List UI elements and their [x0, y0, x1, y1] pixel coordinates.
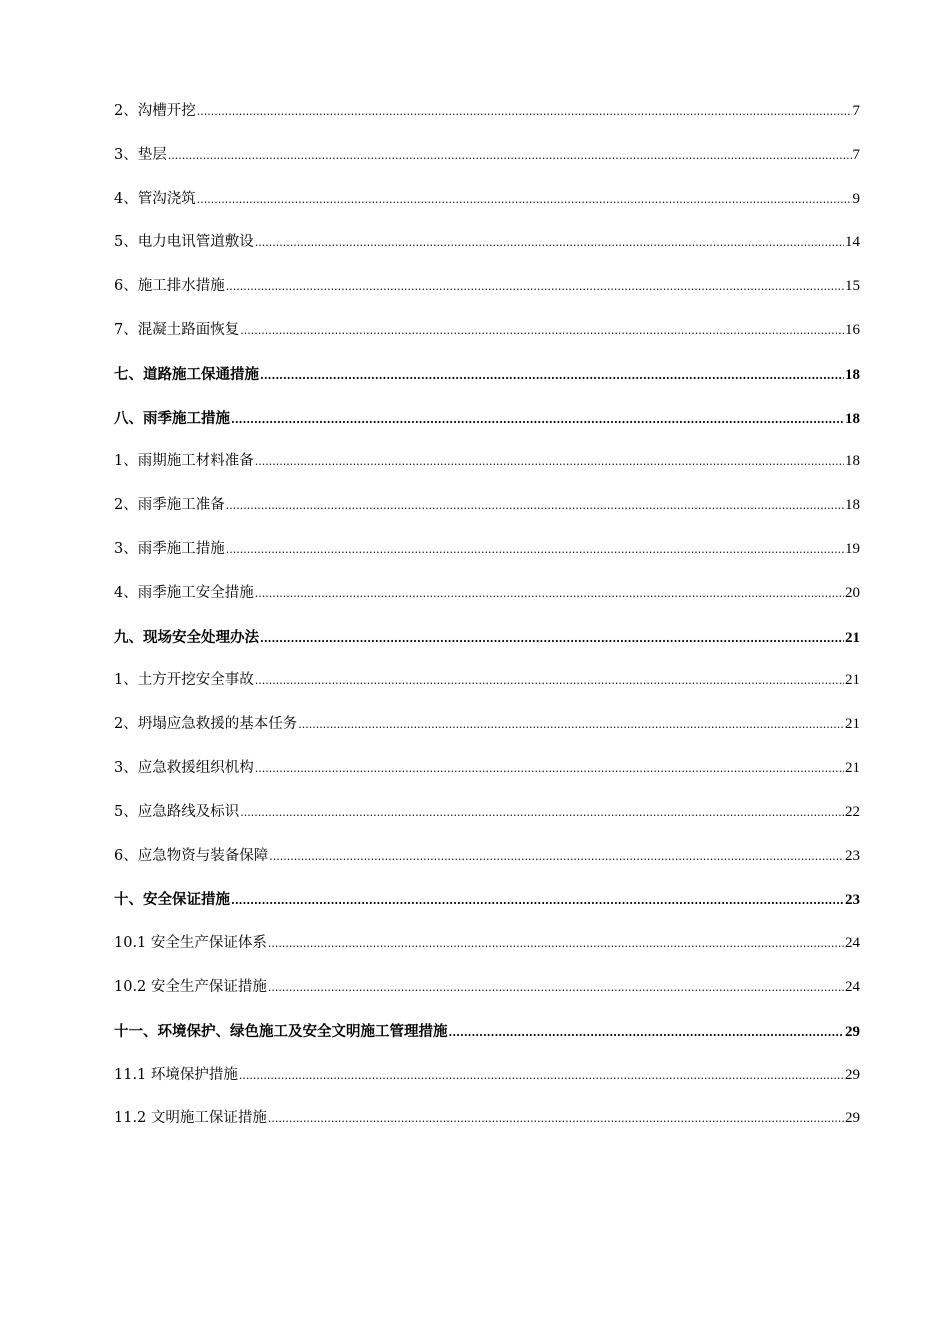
toc-entry-page: 18: [845, 366, 860, 383]
dot-leader: [255, 659, 844, 703]
dot-leader: [168, 134, 852, 178]
toc-entry[interactable]: [114, 747, 860, 791]
toc-section-entry[interactable]: [114, 1010, 860, 1054]
toc-entry-title: 5、电力电讯管道敷设: [114, 234, 254, 251]
toc-entry-title: 1、土方开挖安全事故: [114, 672, 254, 689]
toc-entry-title: 4、管沟浇筑: [114, 190, 196, 207]
toc-entry-page: 14: [845, 234, 860, 251]
toc-entry-page: 21: [845, 759, 860, 776]
toc-entry[interactable]: [114, 134, 860, 178]
toc-entry[interactable]: [114, 922, 860, 966]
toc-entry-title: 10.2 安全生产保证措施: [114, 978, 267, 995]
toc-entry-title: 七、道路施工保通措施: [114, 365, 259, 383]
toc-entry[interactable]: [114, 703, 860, 747]
toc-entry-page: 18: [845, 497, 860, 514]
table-of-contents: [114, 90, 860, 1141]
toc-entry-title: 1、雨期施工材料准备: [114, 453, 254, 470]
dot-leader: [226, 484, 844, 528]
dot-leader: [231, 878, 844, 923]
toc-entry-page: 22: [845, 803, 860, 820]
toc-entry-title: 6、施工排水措施: [114, 278, 225, 295]
toc-entry[interactable]: [114, 309, 860, 353]
dot-leader: [255, 572, 844, 616]
dot-leader: [231, 397, 844, 442]
toc-entry[interactable]: [114, 90, 860, 134]
dot-leader: [269, 835, 844, 879]
toc-entry[interactable]: [114, 484, 860, 528]
toc-entry-page: 16: [845, 321, 860, 338]
toc-entry-page: 29: [845, 1110, 860, 1127]
toc-entry-page: 7: [852, 146, 860, 163]
dot-leader: [255, 747, 844, 791]
toc-entry-page: 9: [852, 190, 860, 207]
dot-leader: [197, 90, 852, 134]
toc-entry-title: 3、垫层: [114, 146, 167, 163]
toc-entry-page: 18: [845, 453, 860, 470]
dot-leader: [197, 178, 852, 222]
toc-entry-title: 九、现场安全处理办法: [114, 628, 259, 646]
toc-entry[interactable]: [114, 659, 860, 703]
toc-entry[interactable]: [114, 528, 860, 572]
dot-leader: [449, 1010, 845, 1055]
toc-entry-title: 2、雨季施工准备: [114, 497, 225, 514]
dot-leader: [255, 221, 844, 265]
dot-leader: [226, 265, 844, 309]
toc-entry-title: 3、应急救援组织机构: [114, 759, 254, 776]
dot-leader: [260, 353, 844, 398]
toc-entry-title: 10.1 安全生产保证体系: [114, 935, 267, 952]
toc-entry-page: 24: [845, 978, 860, 995]
toc-entry-page: 29: [845, 1066, 860, 1083]
toc-entry-page: 15: [845, 278, 860, 295]
toc-entry-title: 11.1 环境保护措施: [114, 1066, 238, 1083]
dot-leader: [268, 966, 844, 1010]
toc-entry-title: 2、坍塌应急救援的基本任务: [114, 716, 298, 733]
toc-entry-page: 24: [845, 935, 860, 952]
toc-entry[interactable]: [114, 178, 860, 222]
toc-entry-page: 23: [845, 892, 860, 909]
toc-entry-title: 十、安全保证措施: [114, 891, 230, 909]
toc-entry-page: 21: [845, 716, 860, 733]
toc-entry-title: 5、应急路线及标识: [114, 803, 240, 820]
toc-entry[interactable]: [114, 1097, 860, 1141]
toc-entry-title: 6、应急物资与装备保障: [114, 847, 269, 864]
dot-leader: [268, 922, 844, 966]
toc-entry[interactable]: [114, 1054, 860, 1098]
toc-entry-title: 7、混凝土路面恢复: [114, 321, 240, 338]
toc-section-entry[interactable]: [114, 878, 860, 922]
toc-entry-title: 八、雨季施工措施: [114, 409, 230, 427]
toc-entry-title: 4、雨季施工安全措施: [114, 584, 254, 601]
toc-entry-title: 3、雨季施工措施: [114, 540, 225, 557]
toc-entry-page: 21: [845, 629, 860, 646]
toc-entry-page: 19: [845, 540, 860, 557]
dot-leader: [240, 791, 844, 835]
toc-entry[interactable]: [114, 835, 860, 879]
dot-leader: [240, 309, 844, 353]
toc-entry[interactable]: [114, 791, 860, 835]
dot-leader: [260, 616, 844, 661]
toc-entry-page: 21: [845, 672, 860, 689]
toc-entry[interactable]: [114, 221, 860, 265]
toc-entry-title: 2、沟槽开挖: [114, 103, 196, 119]
toc-entry[interactable]: [114, 265, 860, 309]
dot-leader: [268, 1097, 844, 1141]
toc-section-entry[interactable]: [114, 397, 860, 441]
toc-entry-title: 十一、环境保护、绿色施工及安全文明施工管理措施: [114, 1022, 448, 1040]
toc-entry-page: 23: [845, 847, 860, 864]
toc-entry[interactable]: [114, 440, 860, 484]
toc-section-entry[interactable]: [114, 353, 860, 397]
dot-leader: [239, 1054, 844, 1098]
toc-entry-page: 7: [852, 103, 860, 119]
toc-entry-title: 11.2 文明施工保证措施: [114, 1110, 267, 1127]
dot-leader: [226, 528, 844, 572]
dot-leader: [298, 703, 844, 747]
toc-entry[interactable]: [114, 572, 860, 616]
toc-entry-page: 29: [845, 1023, 860, 1040]
toc-section-entry[interactable]: [114, 616, 860, 660]
toc-entry-page: 18: [845, 410, 860, 427]
toc-entry-page: 20: [845, 584, 860, 601]
dot-leader: [255, 440, 844, 484]
toc-entry[interactable]: [114, 966, 860, 1010]
